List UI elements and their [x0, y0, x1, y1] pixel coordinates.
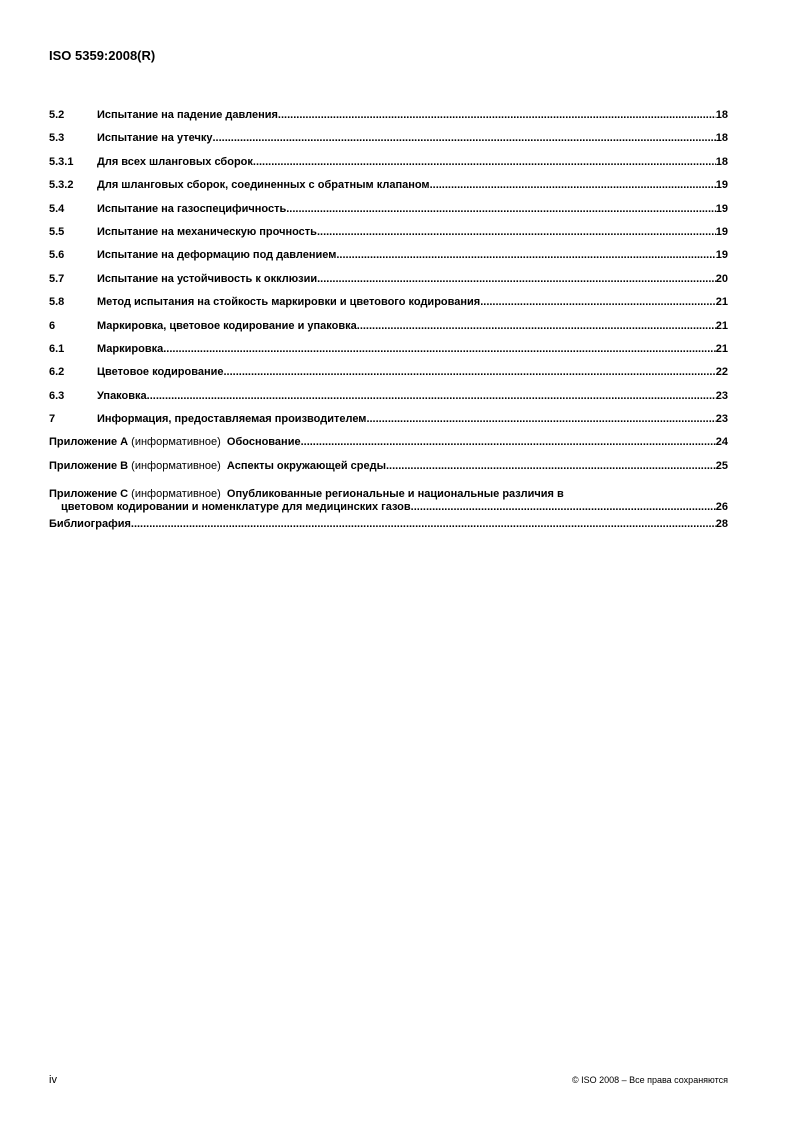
toc-title: Цветовое кодирование [97, 366, 224, 379]
toc-title: Метод испытания на стойкость маркировки и цветового кодирования [97, 296, 481, 309]
toc-page: 21 [715, 342, 728, 355]
toc-leader [411, 501, 716, 514]
toc-leader [366, 413, 715, 426]
toc-number: 5.2 [49, 109, 65, 121]
toc-number: 7 [49, 413, 56, 426]
toc-annex-row[interactable] [49, 460, 728, 483]
toc-title: Маркировка [97, 342, 164, 355]
toc-number: 5.3 [49, 132, 65, 145]
bibliography-title: Библиография [49, 518, 131, 531]
toc-page: 18 [715, 132, 728, 145]
copyright: © ISO 2008 – Все права сохраняются [571, 1075, 728, 1085]
annex-title-continued: цветовом кодировании и номенклатуре для медицинских газов [61, 501, 411, 514]
toc-leader [147, 390, 716, 403]
toc-page: 26 [715, 501, 728, 514]
toc-page: 21 [715, 319, 728, 332]
toc-title: Испытание на падение давления [97, 109, 278, 121]
toc-number: 6.1 [49, 342, 65, 355]
annex-kind: (информативное) [131, 488, 221, 501]
toc-leader [430, 179, 716, 192]
toc-row[interactable] [49, 156, 728, 179]
toc-page: 19 [715, 179, 728, 192]
toc-leader [278, 109, 716, 122]
annex-title: Обоснование [226, 436, 301, 449]
toc-page: 28 [715, 518, 728, 531]
toc-page: 24 [715, 436, 728, 449]
document-id: ISO 5359:2008(R) [49, 48, 156, 63]
toc-title: Упаковка [97, 389, 147, 402]
toc-leader [357, 320, 716, 333]
toc-leader [301, 436, 716, 449]
annex-kind: (информативное) [131, 436, 221, 449]
toc-title: Испытание на устойчивость к окклюзии [97, 272, 318, 285]
annex-title: Опубликованные региональные и национальные различия в [226, 488, 564, 501]
toc-title: Информация, предоставляемая производителем [97, 413, 367, 426]
toc-leader [480, 296, 716, 309]
toc-row[interactable] [49, 390, 728, 413]
annex-kind: (информативное) [131, 459, 221, 472]
toc-row[interactable] [49, 343, 728, 366]
toc-page: 22 [715, 366, 728, 379]
toc-number: 5.3.1 [49, 155, 74, 168]
toc-leader [286, 203, 716, 216]
toc-leader [386, 460, 716, 473]
toc-row[interactable] [49, 179, 728, 202]
toc-row[interactable] [49, 249, 728, 272]
toc-page: 23 [715, 413, 728, 426]
toc-page: 21 [715, 296, 728, 309]
toc-leader [163, 343, 716, 356]
toc-row[interactable] [49, 203, 728, 226]
annex-label: Приложение A [49, 436, 129, 449]
toc-leader [223, 366, 715, 379]
toc-bibliography-row[interactable] [49, 518, 728, 541]
toc-row[interactable] [49, 320, 728, 343]
toc-row[interactable] [49, 273, 728, 296]
toc-annex-row[interactable] [49, 436, 728, 459]
toc-title: Для шланговых сборок, соединенных с обратным клапаном [97, 179, 430, 192]
toc-title: Маркировка, цветовое кодирование и упаковка [97, 319, 357, 332]
annex-second-line [49, 501, 728, 514]
toc-row[interactable] [49, 226, 728, 249]
toc-row[interactable] [49, 366, 728, 389]
page-number: iv [49, 1074, 57, 1086]
toc-number: 5.5 [49, 225, 65, 238]
toc-leader [212, 132, 715, 145]
toc-leader [253, 156, 716, 169]
toc-page: 18 [715, 155, 728, 168]
toc-row[interactable] [49, 296, 728, 319]
toc-number: 6.2 [49, 366, 65, 379]
toc-title: Испытание на механическую прочность [97, 225, 317, 238]
toc-number: 5.4 [49, 202, 65, 215]
toc-leader [317, 226, 716, 239]
toc-title: Испытание на деформацию под давлением [97, 249, 337, 262]
toc-number: 5.7 [49, 272, 65, 285]
toc-leader [131, 518, 716, 531]
toc-title: Для всех шланговых сборок [97, 155, 253, 168]
toc-row[interactable] [49, 132, 728, 155]
toc-leader [317, 273, 716, 286]
toc-page: 23 [715, 389, 728, 402]
toc-number: 5.8 [49, 296, 65, 309]
toc-annex-row[interactable] [49, 483, 728, 514]
toc-page: 18 [715, 109, 728, 121]
toc-title: Испытание на газоспецифичность [97, 202, 287, 215]
toc-leader [336, 249, 715, 262]
annex-label: Приложение B [49, 459, 129, 472]
toc-title: Испытание на утечку [97, 132, 213, 145]
toc-page: 20 [715, 272, 728, 285]
toc-number: 5.6 [49, 249, 65, 262]
annex-first-line [49, 488, 728, 501]
toc-number: 6 [49, 319, 56, 332]
toc-number: 6.3 [49, 389, 65, 402]
toc-page: 19 [715, 202, 728, 215]
annex-title: Аспекты окружающей среды [226, 459, 386, 472]
toc-page: 25 [715, 459, 728, 472]
annex-label: Приложение C [49, 488, 129, 501]
toc-page: 19 [715, 249, 728, 262]
toc-row[interactable] [49, 109, 728, 132]
toc-page: 19 [715, 225, 728, 238]
toc-row[interactable] [49, 413, 728, 436]
table-of-contents [49, 109, 728, 542]
toc-number: 5.3.2 [49, 179, 74, 192]
